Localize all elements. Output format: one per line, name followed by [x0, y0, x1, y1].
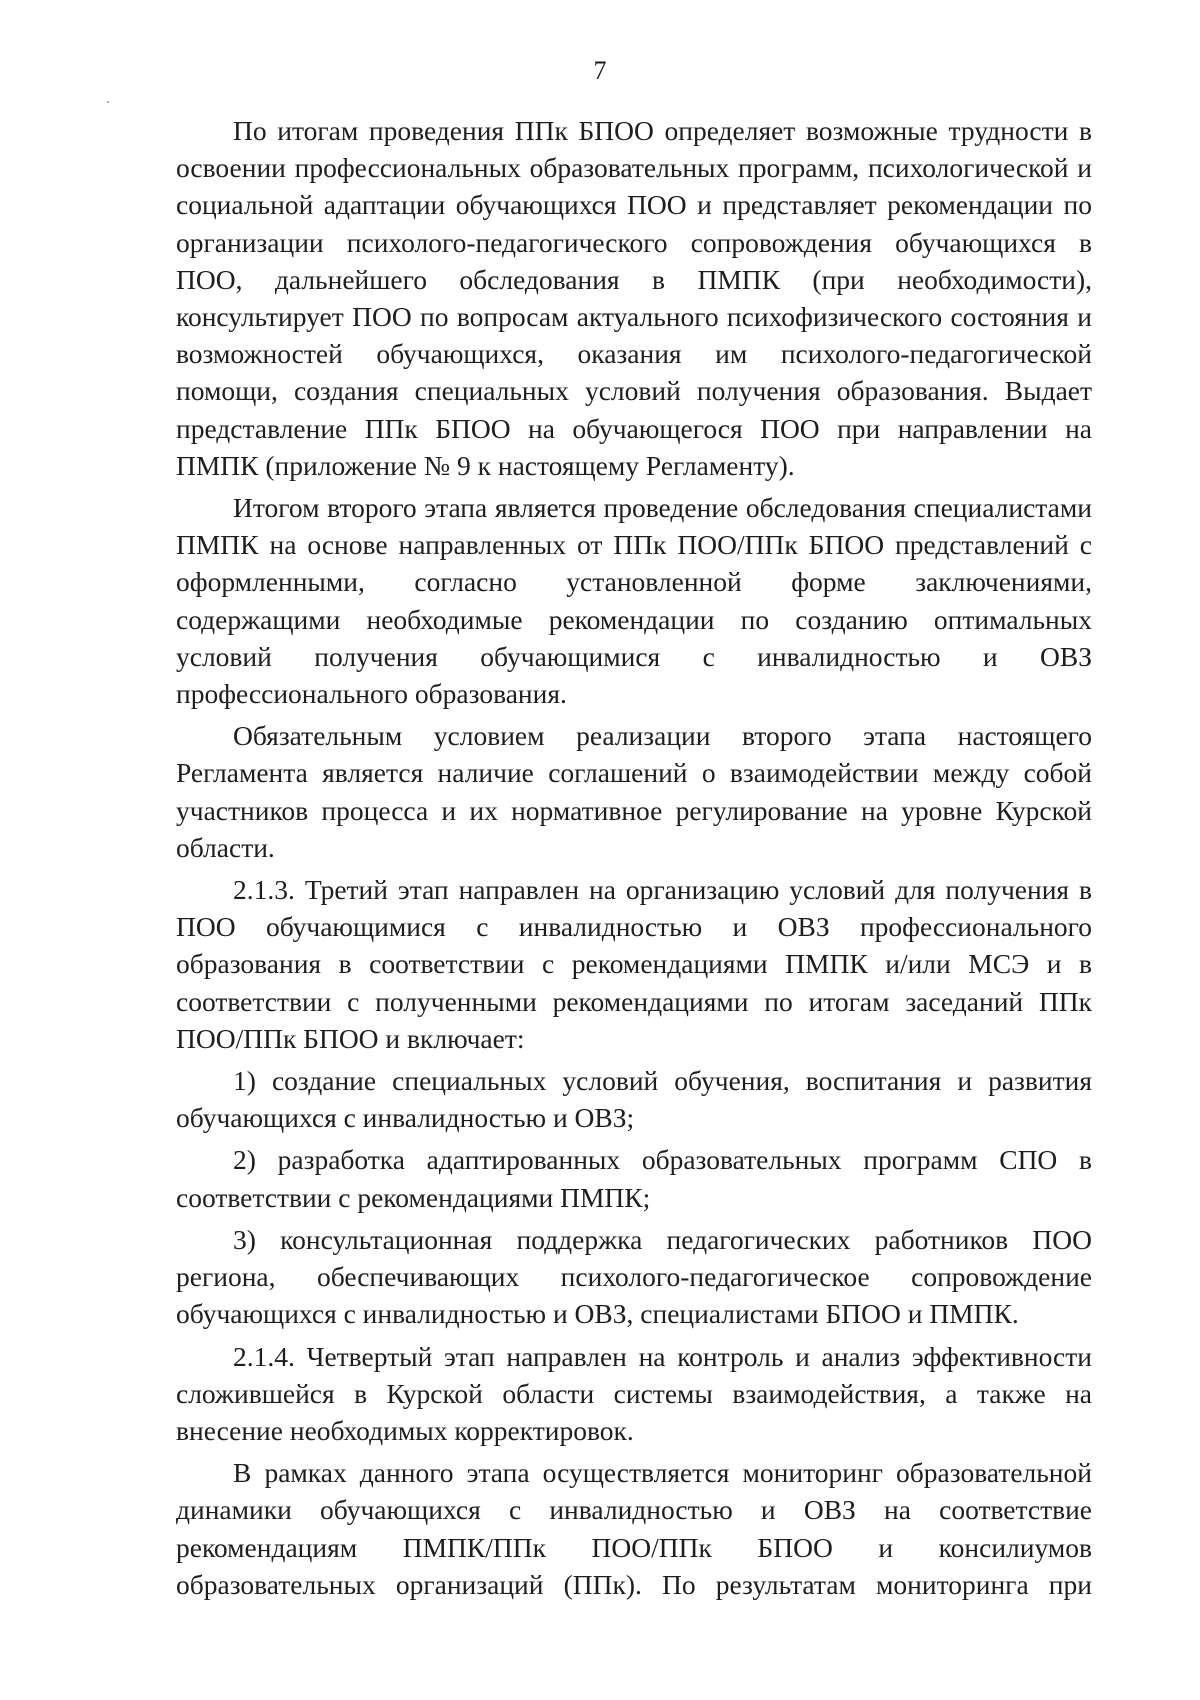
list-item-3: 3) консультационная поддержка педагогических работников ПОО региона, обеспечивающих психолого-педагогическое сопровождение обучающихся с инвалидностью и ОВЗ, специалистами БПОО и ПМПК. — [176, 1223, 1092, 1330]
document-body — [176, 112, 1092, 1608]
scan-artifact-dot — [107, 101, 109, 103]
list-item-1: 1) создание специальных условий обучения, воспитания и развития обучающихся с инвалидностью и ОВЗ; — [176, 1065, 1092, 1134]
page-number: 7 — [593, 56, 607, 85]
paragraph-second-stage-condition: Обязательным условием реализации второго этапа настоящего Регламента является наличие соглашений о взаимодействии между собой участников процесса и их нормативное регулирование на уровне Курской области. — [176, 720, 1092, 863]
paragraph-third-stage: 2.1.3. Третий этап направлен на организацию условий для получения в ПОО обучающимися с инвалидностью и ОВЗ профессионального образования в соответствии с рекомендациями ПМПК и/или МСЭ и в соответствии с полученными рекомендациями по итогам заседаний ППк ПОО/ППк БПОО и включает: — [176, 874, 1092, 1054]
paragraph-ppk-bpoo-results: По итогам проведения ППк БПОО определяет возможные трудности в освоении профессиональных образовательных программ, психологической и социальной адаптации обучающихся ПОО и представляет рекомендации по организации психолого-педагогического сопровождения обучающихся в ПОО, дальнейшего обследования в ПМПК (при необходимости), консультирует ПОО по вопросам актуального психофизического состояния и возможностей обучающихся, оказания им психолого-педагогической помощи, создания специальных условий получения образования. Выдает представление ППк БПОО на обучающегося ПОО при направлении на ПМПК (приложение № 9 к настоящему Регламенту). — [176, 115, 1092, 481]
paragraph-monitoring: В рамках данного этапа осуществляется мониторинг образовательной динамики обучающихся с инвалидностью и ОВЗ на соответствие рекомендациям ПМПК/ППк ПОО/ППк БПОО и консилиумов образовательных организаций (ППк). По результатам мониторинга при — [176, 1457, 1092, 1600]
paragraph-fourth-stage: 2.1.4. Четвертый этап направлен на контроль и анализ эффективности сложившейся в Курской области системы взаимодействия, а также на внесение необходимых корректировок. — [176, 1340, 1092, 1446]
list-item-2: 2) разработка адаптированных образовательных программ СПО в соответствии с рекомендациями ПМПК; — [176, 1144, 1092, 1213]
paragraph-second-stage-result: Итогом второго этапа является проведение обследования специалистами ПМПК на основе направленных от ППк ПОО/ППк БПОО представлений с оформленными, согласно установленной форме заключениями, содержащими необходимые рекомендации по созданию оптимальных условий получения обучающимися с инвалидностью и ОВЗ профессионального образования. — [176, 492, 1092, 710]
